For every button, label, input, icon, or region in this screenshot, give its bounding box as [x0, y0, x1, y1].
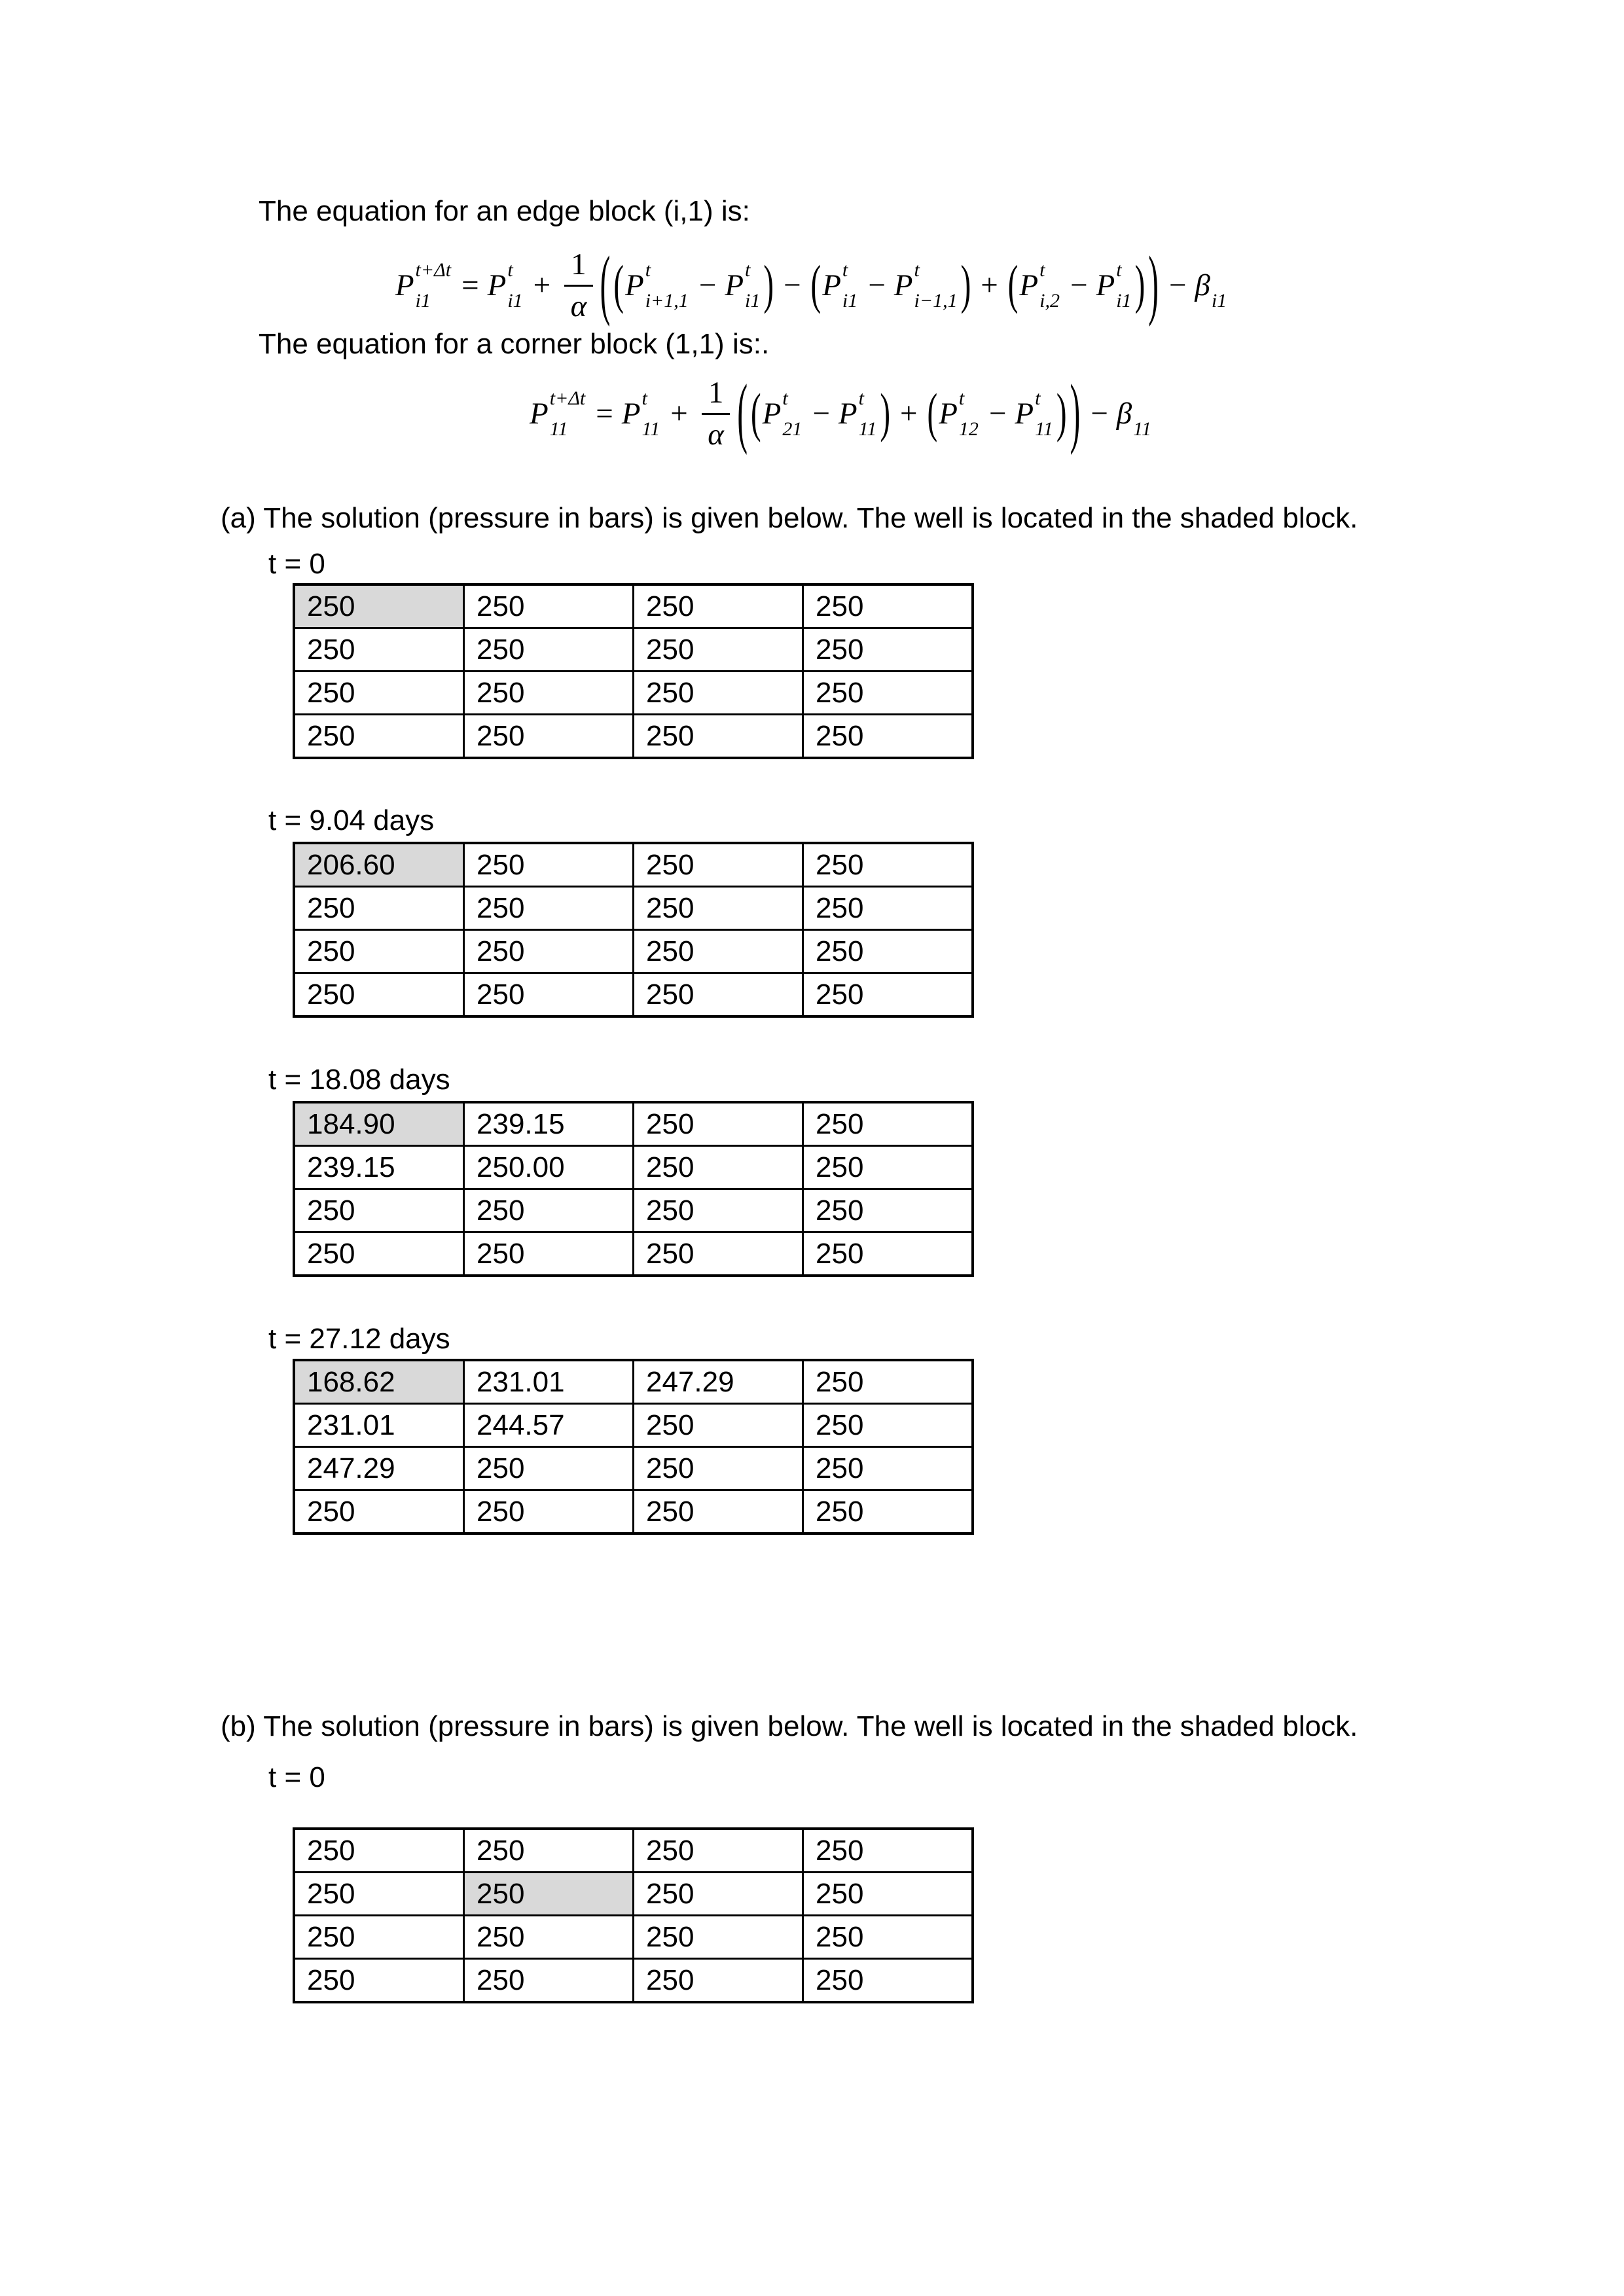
math-operator: = — [461, 268, 479, 302]
pressure-cell: 250 — [634, 1102, 803, 1146]
math-parenthesis: ( — [810, 255, 821, 315]
pressure-cell: 250 — [634, 1189, 803, 1232]
pressure-cell: 250 — [464, 930, 634, 973]
pressure-cell: 250 — [634, 1146, 803, 1189]
table-row — [294, 1102, 973, 1146]
table-row — [294, 973, 973, 1017]
section-a-heading: (a) The solution (pressure in bars) is given below. The well is located in the shaded block. — [221, 502, 1358, 534]
pressure-cell: 250 — [803, 843, 973, 887]
well-block-cell: 184.90 — [294, 1102, 464, 1146]
pressure-grid — [293, 1101, 974, 1277]
math-variable: P t i−1,1 — [893, 259, 958, 312]
math-variable: P t 12 — [939, 387, 979, 440]
math-operator: + — [900, 397, 918, 431]
pressure-cell: 250 — [464, 973, 634, 1017]
pressure-cell: 250 — [634, 1232, 803, 1276]
math-operator: − — [812, 397, 830, 431]
edge-block-equation — [0, 230, 1624, 340]
pressure-cell: 250 — [634, 887, 803, 930]
pressure-cell: 250 — [464, 1959, 634, 2003]
pressure-cell: 250 — [634, 973, 803, 1017]
pressure-grid — [293, 1359, 974, 1535]
pressure-cell: 250 — [294, 930, 464, 973]
pressure-cell: 231.01 — [464, 1360, 634, 1404]
pressure-table-a-t3 — [293, 1359, 974, 1535]
pressure-cell: 250 — [294, 628, 464, 672]
pressure-cell: 250 — [464, 1916, 634, 1959]
table-row — [294, 628, 973, 672]
math-variable: P t i,2 — [1019, 259, 1060, 312]
math-variable: P t i1 — [725, 259, 761, 312]
pressure-cell: 250 — [803, 1360, 973, 1404]
math-variable: P t 11 — [621, 387, 660, 440]
pressure-cell: 250 — [294, 1490, 464, 1534]
well-block-cell: 250 — [294, 584, 464, 628]
pressure-cell: 250 — [803, 1232, 973, 1276]
pressure-table-a-t2 — [293, 1101, 974, 1277]
pressure-cell: 250 — [464, 628, 634, 672]
pressure-table-a-t1 — [293, 842, 974, 1018]
pressure-cell: 250 — [464, 584, 634, 628]
pressure-cell: 250 — [803, 1873, 973, 1916]
math-variable: P t+Δt 11 — [530, 387, 586, 440]
pressure-cell: 250 — [803, 930, 973, 973]
pressure-cell: 231.01 — [294, 1404, 464, 1447]
math-operator: + — [670, 397, 688, 431]
math-operator: − — [698, 268, 717, 302]
pressure-cell: 250.00 — [464, 1146, 634, 1189]
math-parenthesis: ) — [880, 383, 891, 443]
math-operator: − — [1168, 268, 1187, 302]
math-variable: P t i+1,1 — [624, 259, 689, 312]
pressure-cell: 250 — [634, 930, 803, 973]
pressure-cell: 250 — [294, 1232, 464, 1276]
pressure-cell: 244.57 — [464, 1404, 634, 1447]
table-row — [294, 1447, 973, 1490]
pressure-cell: 247.29 — [634, 1360, 803, 1404]
table-row — [294, 1490, 973, 1534]
pressure-cell: 250 — [294, 672, 464, 715]
math-variable: P t 21 — [762, 387, 803, 440]
pressure-cell: 250 — [803, 1404, 973, 1447]
pressure-cell: 250 — [464, 1447, 634, 1490]
pressure-cell: 250 — [803, 1490, 973, 1534]
pressure-cell: 250 — [634, 715, 803, 759]
pressure-cell: 250 — [803, 1916, 973, 1959]
math-variable: P t i1 — [1096, 259, 1132, 312]
pressure-cell: 250 — [294, 1916, 464, 1959]
pressure-cell: 250 — [294, 1873, 464, 1916]
time-label-a-t3: t = 27.12 days — [268, 1323, 450, 1355]
math-operator: + — [981, 268, 998, 302]
table-row — [294, 887, 973, 930]
math-parenthesis: ) — [1134, 255, 1146, 315]
math-parenthesis: ) — [763, 255, 774, 315]
math-operator: − — [1091, 397, 1108, 431]
math-operator: + — [533, 268, 551, 302]
pressure-cell: 250 — [294, 973, 464, 1017]
well-block-cell: 250 — [464, 1873, 634, 1916]
table-row — [294, 930, 973, 973]
pressure-cell: 250 — [803, 1102, 973, 1146]
math-operator: − — [1070, 268, 1088, 302]
math-variable: P t 11 — [1015, 387, 1053, 440]
math-variable: β 11 — [1116, 397, 1151, 440]
well-block-cell: 168.62 — [294, 1360, 464, 1404]
pressure-cell: 250 — [803, 1189, 973, 1232]
pressure-cell: 250 — [803, 973, 973, 1017]
pressure-cell: 250 — [803, 1146, 973, 1189]
math-variable: P t i1 — [487, 259, 523, 312]
math-parenthesis: ( — [927, 383, 938, 443]
math-variable: P t+Δt i1 — [395, 259, 452, 312]
well-block-cell: 206.60 — [294, 843, 464, 887]
table-row — [294, 1873, 973, 1916]
pressure-table-b-t0 — [293, 1827, 974, 2003]
math-operator: − — [784, 268, 801, 302]
math-operator: − — [988, 397, 1007, 431]
pressure-cell: 250 — [634, 1959, 803, 2003]
pressure-cell: 250 — [294, 715, 464, 759]
pressure-cell: 250 — [634, 1916, 803, 1959]
table-row — [294, 843, 973, 887]
table-row — [294, 715, 973, 759]
math-parenthesis: ( — [1007, 255, 1019, 315]
pressure-cell: 250 — [634, 1404, 803, 1447]
pressure-cell: 250 — [634, 672, 803, 715]
pressure-cell: 250 — [464, 887, 634, 930]
pressure-grid — [293, 842, 974, 1018]
pressure-cell: 239.15 — [464, 1102, 634, 1146]
pressure-cell: 250 — [634, 1829, 803, 1873]
table-row — [294, 1189, 973, 1232]
pressure-cell: 250 — [464, 672, 634, 715]
pressure-grid — [293, 583, 974, 759]
pressure-cell: 250 — [464, 1490, 634, 1534]
pressure-cell: 250 — [464, 843, 634, 887]
table-row — [294, 1829, 973, 1873]
pressure-cell: 250 — [803, 672, 973, 715]
pressure-cell: 250 — [464, 1232, 634, 1276]
intro-corner-text: The equation for a corner block (1,1) is:. — [259, 328, 770, 360]
pressure-cell: 250 — [464, 1829, 634, 1873]
pressure-cell: 250 — [634, 843, 803, 887]
math-variable: P t i1 — [822, 259, 858, 312]
pressure-cell: 250 — [294, 1829, 464, 1873]
table-row — [294, 584, 973, 628]
pressure-cell: 247.29 — [294, 1447, 464, 1490]
pressure-cell: 250 — [294, 1189, 464, 1232]
time-label-b-t0: t = 0 — [268, 1761, 325, 1793]
math-parenthesis: ( — [750, 383, 761, 443]
corner-block-equation — [0, 359, 1624, 469]
math-parenthesis: ) — [960, 255, 971, 315]
math-variable: β i1 — [1195, 268, 1227, 312]
table-row — [294, 1360, 973, 1404]
time-label-a-t0: t = 0 — [268, 548, 325, 580]
math-operator: = — [596, 397, 613, 431]
math-parenthesis: ( — [737, 369, 748, 457]
pressure-cell: 250 — [634, 1490, 803, 1534]
pressure-cell: 250 — [803, 628, 973, 672]
math-parenthesis: ( — [600, 241, 611, 329]
intro-edge-text: The equation for an edge block (i,1) is: — [259, 195, 750, 227]
table-row — [294, 1146, 973, 1189]
math-parenthesis: ) — [1070, 369, 1081, 457]
pressure-cell: 250 — [803, 584, 973, 628]
section-b-heading: (b) The solution (pressure in bars) is given below. The well is located in the shaded block. — [221, 1710, 1358, 1742]
math-parenthesis: ) — [1148, 241, 1159, 329]
table-row — [294, 1232, 973, 1276]
pressure-cell: 250 — [634, 584, 803, 628]
math-operator: − — [868, 268, 886, 302]
math-variable: P t 11 — [838, 387, 877, 440]
table-row — [294, 1404, 973, 1447]
pressure-cell: 239.15 — [294, 1146, 464, 1189]
pressure-cell: 250 — [803, 715, 973, 759]
math-fraction: $\frac{1}{\alpha}$ — [564, 247, 593, 323]
pressure-cell: 250 — [464, 1189, 634, 1232]
pressure-cell: 250 — [464, 715, 634, 759]
pressure-cell: 250 — [803, 1829, 973, 1873]
math-fraction: $\frac{1}{\alpha}$ — [702, 375, 731, 452]
pressure-grid — [293, 1827, 974, 2003]
pressure-cell: 250 — [803, 887, 973, 930]
time-label-a-t1: t = 9.04 days — [268, 804, 435, 836]
math-parenthesis: ) — [1056, 383, 1067, 443]
pressure-cell: 250 — [294, 887, 464, 930]
pressure-cell: 250 — [803, 1959, 973, 2003]
table-row — [294, 672, 973, 715]
pressure-cell: 250 — [634, 628, 803, 672]
pressure-cell: 250 — [634, 1873, 803, 1916]
time-label-a-t2: t = 18.08 days — [268, 1064, 450, 1096]
pressure-cell: 250 — [803, 1447, 973, 1490]
table-row — [294, 1916, 973, 1959]
pressure-cell: 250 — [294, 1959, 464, 2003]
pressure-table-a-t0 — [293, 583, 974, 759]
math-parenthesis: ( — [613, 255, 624, 315]
pressure-cell: 250 — [634, 1447, 803, 1490]
table-row — [294, 1959, 973, 2003]
